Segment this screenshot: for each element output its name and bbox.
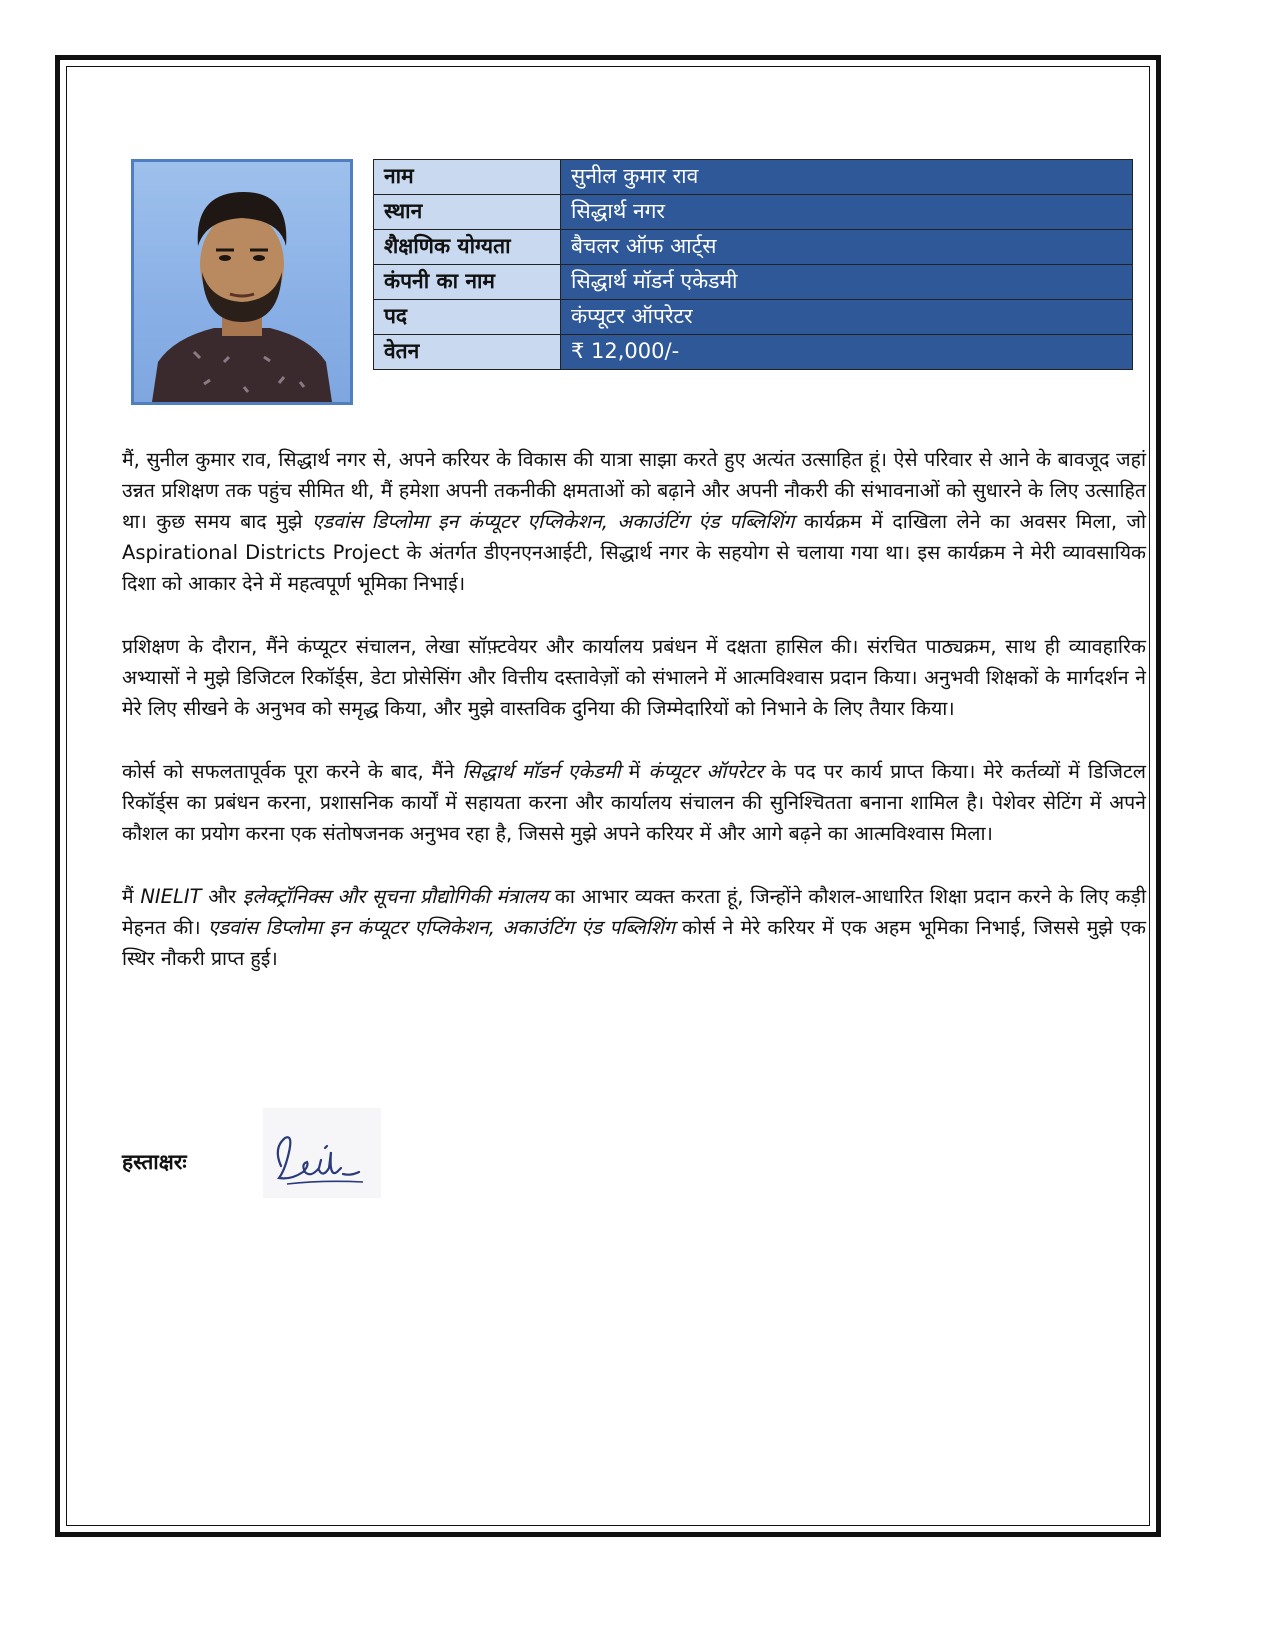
profile-row-name (374, 160, 1133, 195)
paragraph-text: का आभार व्यक्त करता हूं, जिन्होंने कौशल-आधारित शिक्षा प्रदान करने के लिए कड़ी मेहनत की। (122, 885, 1146, 939)
paragraph-text: कोर्स ने मेरे करियर में एक अहम भूमिका निभाई, जिससे मुझे एक स्थिर नौकरी प्राप्त हुई। (122, 916, 1146, 970)
profile-photo (131, 159, 353, 405)
profile-value: सिद्धार्थ मॉडर्न एकेडमी (561, 265, 1133, 300)
paragraph-gratitude (122, 881, 1146, 974)
paragraph-journey (122, 444, 1146, 599)
course-name: एडवांस डिप्लोमा इन कंप्यूटर एप्लिकेशन, अकाउंटिंग एंड पब्लिशिंग (207, 916, 675, 939)
profile-label: स्थान (374, 195, 561, 230)
profile-row-salary (374, 335, 1133, 370)
signature-image (263, 1108, 381, 1198)
signature-label: हस्ताक्षरः (122, 1150, 187, 1174)
profile-label: वेतन (374, 335, 561, 370)
profile-value: ₹ 12,000/- (561, 335, 1133, 370)
company-name: सिद्धार्थ मॉडर्न एकेडमी (462, 760, 621, 783)
profile-label: शैक्षणिक योग्यता (374, 230, 561, 265)
paragraph-employment (122, 756, 1146, 849)
role-name: कंप्यूटर ऑपरेटर (648, 760, 764, 783)
paragraph-text: और (201, 885, 243, 908)
paragraph-text: के पद पर कार्य प्राप्त किया। मेरे कर्तव्यों में डिजिटल रिकॉर्ड्स का प्रबंधन करना, प्रशासनिक कार्यों में सहायता करना और कार्यालय संचालन की सुनिश्चितता बनाना शामिल है। पेशेवर सेटिंग में अपने कौशल का प्रयोग करना एक संतोषजनक अनुभव रहा है, जिससे मुझे अपने करियर में और आगे बढ़ने का आत्मविश्वास मिला। (122, 760, 1147, 845)
profile-table (373, 159, 1133, 370)
profile-row-position (374, 300, 1133, 335)
paragraph-training: प्रशिक्षण के दौरान, मैंने कंप्यूटर संचालन, लेखा सॉफ़्टवेयर और कार्यालय प्रबंधन में दक्षता हासिल की। संरचित पाठ्यक्रम, साथ ही व्यावहारिक अभ्यासों ने मुझे डिजिटल रिकॉर्ड्स, डेटा प्रोसेसिंग और वित्तीय दस्तावेज़ों को संभालने में आत्मविश्वास प्रदान किया। अनुभवी शिक्षकों के मार्गदर्शन ने मेरे लिए सीखने के अनुभव को समृद्ध किया, और मुझे वास्तविक दुनिया की जिम्मेदारियों को निभाने के लिए तैयार किया। (122, 635, 1146, 720)
paragraph-text: कार्यक्रम में दाखिला लेने का अवसर मिला, जो Aspirational Districts Project के अंतर्गत डीएनएनआईटी, सिद्धार्थ नगर के सहयोग से चलाया गया था। इस कार्यक्रम ने मेरी व्यावसायिक दिशा को आकार देने में महत्वपूर्ण भूमिका निभाई। (122, 510, 1146, 595)
profile-value: सिद्धार्थ नगर (561, 195, 1133, 230)
paragraph-text: कोर्स को सफलतापूर्वक पूरा करने के बाद, मैंने (122, 760, 463, 783)
testimonial-body (122, 444, 1146, 1006)
profile-label: कंपनी का नाम (374, 265, 561, 300)
profile-row-qualification (374, 230, 1133, 265)
profile-value: कंप्यूटर ऑपरेटर (561, 300, 1133, 335)
profile-row-location (374, 195, 1133, 230)
org-name: NIELIT (140, 885, 202, 908)
paragraph-text: मैं (122, 885, 141, 908)
profile-value: बैचलर ऑफ आर्ट्स (561, 230, 1133, 265)
paragraph-text: मैं, सुनील कुमार राव, सिद्धार्थ नगर से, अपने करियर के विकास की यात्रा साझा करते हुए अत्यंत उत्साहित हूं। ऐसे परिवार से आने के बावजूद जहां उन्नत प्रशिक्षण तक पहुंच सीमित थी, मैं हमेशा अपनी तकनीकी क्षमताओं को बढ़ाने और अपनी नौकरी की संभावनाओं को सुधारने के लिए उत्साहित था। कुछ समय बाद मुझे (122, 448, 1146, 533)
profile-row-company (374, 265, 1133, 300)
profile-label: नाम (374, 160, 561, 195)
ministry-name: इलेक्ट्रॉनिक्स और सूचना प्रौद्योगिकी मंत्रालय (242, 885, 549, 908)
profile-value: सुनील कुमार राव (561, 160, 1133, 195)
paragraph-text: में (620, 760, 649, 783)
profile-label: पद (374, 300, 561, 335)
course-name: एडवांस डिप्लोमा इन कंप्यूटर एप्लिकेशन, अकाउंटिंग एंड पब्लिशिंग (311, 510, 795, 533)
